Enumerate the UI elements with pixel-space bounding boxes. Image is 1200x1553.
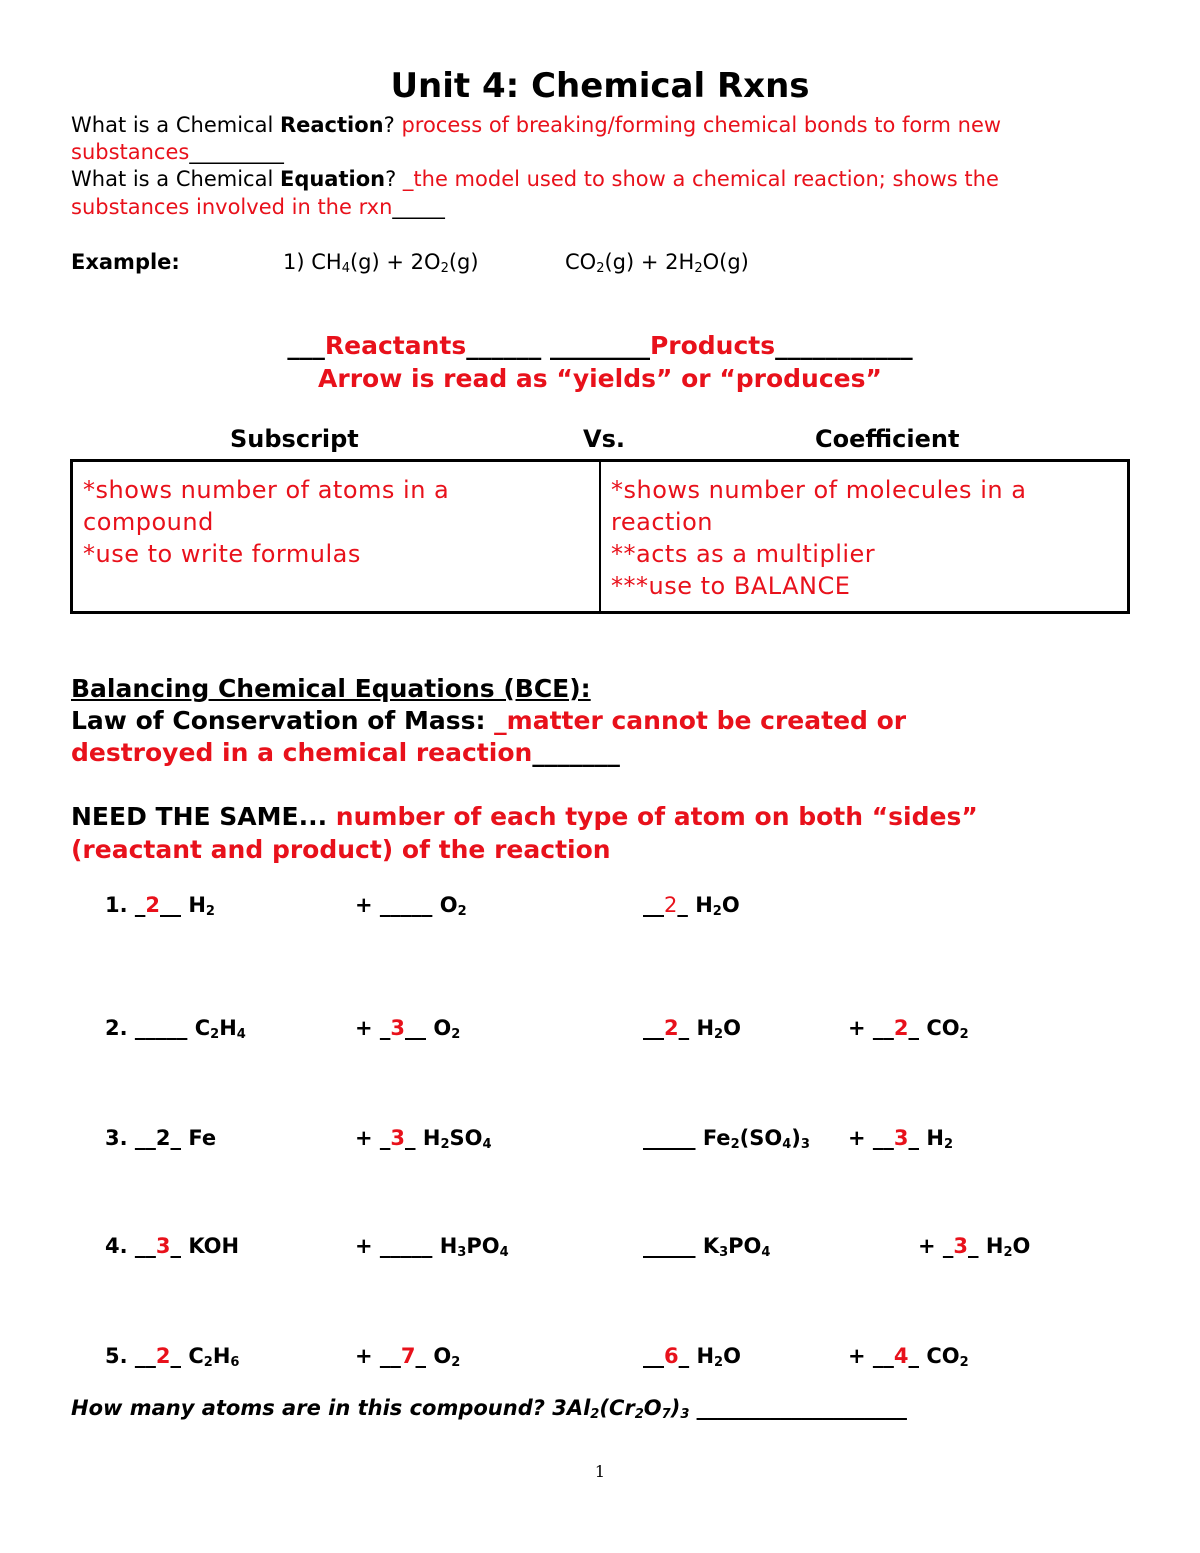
equation-3-reactant-1: 3. __2_ Fe (105, 1126, 217, 1150)
page-title: Unit 4: Chemical Rxns (390, 66, 810, 106)
equation-answer-line2: substances involved in the rxn_____ (71, 195, 445, 219)
example-products: $CO_2(g) + 2H_2O(g)$ (565, 250, 749, 276)
example-label: Example: (71, 250, 180, 274)
vs-label: Vs. (583, 425, 625, 453)
subscript-header: Subscript (230, 425, 359, 453)
answer-blank[interactable]: ____________________ (689, 1396, 907, 1420)
coefficient-header: Coefficient (815, 425, 960, 453)
equation-4-reactant-1: 4. __3_ KOH (105, 1234, 240, 1258)
equation-5-reactant-1: 5. __2_ $C_2H_6$ (105, 1344, 240, 1370)
equation-2-product-2: + __2_ $CO_2$ (848, 1016, 969, 1042)
atoms-question: How many atoms are in this compound? $3Al_2(Cr_2O_7)_3$ ____________________ (71, 1396, 907, 1422)
reaction-question: What is a Chemical Reaction? process of breaking/forming chemical bonds to form new (71, 113, 1002, 137)
reactants-products-line: ___Reactants______ ________Products___________ (287, 331, 913, 360)
law-line: Law of Conservation of Mass: _matter cannot be created or (71, 706, 907, 735)
equation-answer: _the model used to show a chemical reaction; shows the (402, 167, 999, 191)
equation-3-reactant-2: + _3_ $H_2SO_4$ (355, 1126, 492, 1152)
comparison-table (70, 459, 1130, 614)
products-label: Products (649, 331, 776, 360)
equation-5-reactant-2: + __7_ $O_2$ (355, 1344, 461, 1370)
coefficient-cell: *shows number of molecules in a reaction **acts as a multiplier ***use to BALANCE (599, 462, 1127, 611)
equation-5-product-2: + __4_ $CO_2$ (848, 1344, 969, 1370)
equation-1-reactant-2: + _____ $O_2$ (355, 893, 467, 919)
equation-1-product-1: __2_ $H_2O$ (643, 893, 740, 919)
reactants-label: Reactants (324, 331, 467, 360)
equation-question: What is a Chemical Equation? _the model used to show a chemical reaction; shows the (71, 167, 999, 191)
equation-1-reactant-1: 1. _2__ $H_2$ (105, 893, 215, 919)
page-number: 1 (594, 1462, 606, 1481)
law-line2: destroyed in a chemical reaction_______ (71, 738, 620, 767)
equation-5-product-1: __6_ $H_2O$ (643, 1344, 741, 1370)
equation-2-product-1: __2_ $H_2O$ (643, 1016, 741, 1042)
arrow-note: Arrow is read as “yields” or “produces” (318, 364, 882, 393)
example-reactants: 1) $CH_4(g) + 2O_2(g)$ (283, 250, 479, 276)
subscript-cell: *shows number of atoms in a compound *use to write formulas (83, 476, 450, 568)
equation-4-reactant-2: + _____ $H_3PO_4$ (355, 1234, 509, 1260)
equation-3-product-2: + __3_ $H_2$ (848, 1126, 953, 1152)
reaction-answer-line2: substances_________ (71, 140, 284, 164)
reaction-answer: process of breaking/forming chemical bonds to form new (401, 113, 1002, 137)
equation-4-product-2: + _3_ $H_2O$ (918, 1234, 1031, 1260)
equation-3-product-1: _____ $Fe_2(SO_4)_3$ (643, 1126, 810, 1152)
bce-heading: Balancing Chemical Equations (BCE): (71, 674, 591, 703)
equation-2-reactant-1: 2. _____ $C_2H_4$ (105, 1016, 246, 1042)
need-line2: (reactant and product) of the reaction (71, 835, 611, 864)
need-line: NEED THE SAME... number of each type of atom on both “sides” (71, 802, 978, 831)
equation-2-reactant-2: + _3__ $O_2$ (355, 1016, 461, 1042)
equation-4-product-1: _____ $K_3PO_4$ (643, 1234, 771, 1260)
